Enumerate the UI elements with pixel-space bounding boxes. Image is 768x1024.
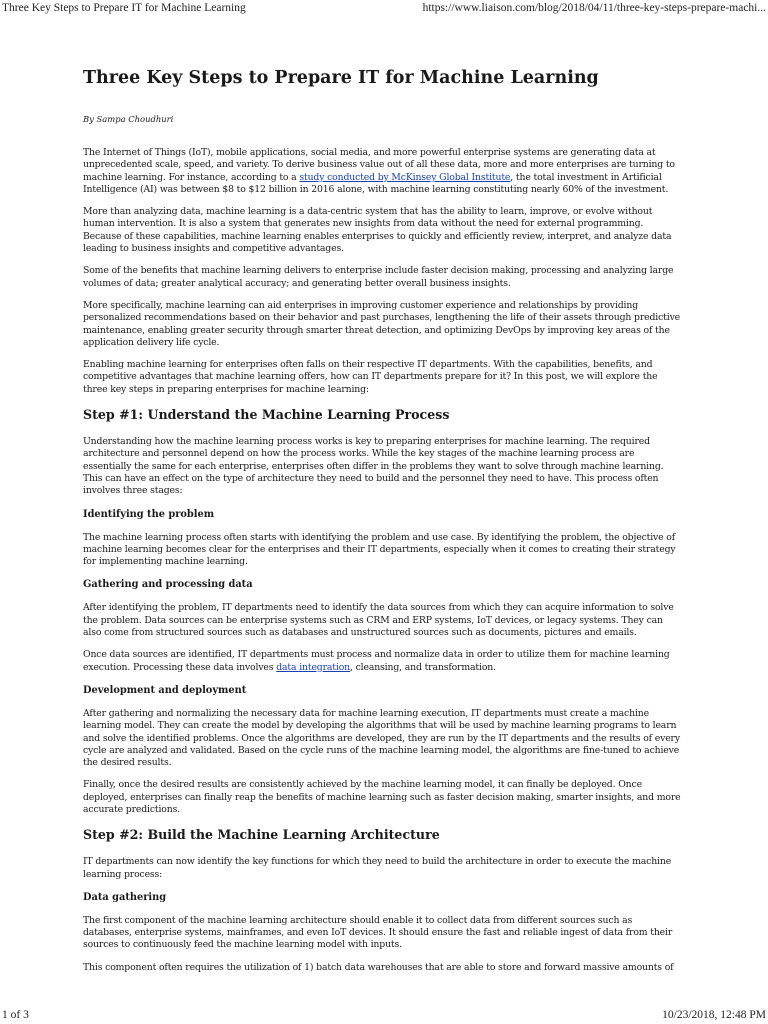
subheading-data-gathering: Data gathering xyxy=(83,891,167,903)
paragraph-intro-3: Some of the benefits that machine learning delivers to enterprise include faster decision making, processing and analyzing large volumes of data; greater analytical accuracy; and generating better overall business insights. xyxy=(83,265,674,289)
paragraph-data-gathering-2: This component often requires the utilization of 1) batch data warehouses that are able to store and forward massive amounts of xyxy=(83,961,674,973)
print-footer xyxy=(0,1006,768,1024)
text-segment: , cleansing, and transformation. xyxy=(349,661,496,673)
article-byline: By Sampa Choudhuri xyxy=(83,114,174,124)
heading-step-1: Step #1: Understand the Machine Learning Process xyxy=(83,407,450,423)
paragraph-intro-2: More than analyzing data, machine learning is a data-centric system that has the ability to learn, improve, or evolve without human intervention. It is also a system that generates new insights from data without the need for external programming. Because of these capabilities, machine learning enables enterprises to quickly and efficiently review, interpret, and analyze data leading to business insights and competitive advantages. xyxy=(83,206,672,255)
print-header-url: https://www.liaison.com/blog/2018/04/11/three-key-steps-prepare-machi... xyxy=(422,2,766,14)
paragraph-development-2: Finally, once the desired results are consistently achieved by the machine learning model, it can finally be deployed. Once deployed, enterprises can finally reap the benefits of machine learning such as faster decision making, smarter insights, and more accurate predictions. xyxy=(83,779,681,815)
mckinsey-study-link[interactable]: study conducted by McKinsey Global Institute xyxy=(299,171,511,183)
article-body xyxy=(83,66,683,978)
article-title: Three Key Steps to Prepare IT for Machine Learning xyxy=(83,68,599,88)
subheading-development-deployment: Development and deployment xyxy=(83,684,247,696)
text-segment: , the total investment in Artificial Intelligence (AI) was between $8 to $12 billion in 2016 alone, with machine learning constituting nearly 60% of the investment. xyxy=(83,171,669,195)
page-number: 1 of 3 xyxy=(2,1009,29,1021)
paragraph-data-gathering-1: The first component of the machine learning architecture should enable it to collect data from different sources such as databases, enterprise systems, mainframes, and even IoT devices. It should ensure the fast and reliable ingest of data from their sources to continuously feed the machine learning model with inputs. xyxy=(83,914,673,951)
subheading-gathering-data: Gathering and processing data xyxy=(83,579,253,591)
text-segment: The Internet of Things (IoT), mobile applications, social media, and more powerful enterprise systems are generating data at unprecedented scale, speed, and variety. To derive business value out of all these data, more and more enterprises are turning to machine learning. For instance, according to a xyxy=(83,147,675,183)
paragraph-identifying-problem: The machine learning process often starts with identifying the problem and use case. By identifying the problem, the objective of machine learning becomes clear for the enterprises and their IT departments, especially when it comes to creating their strategy for implementing machine learning. xyxy=(83,531,676,568)
paragraph-step-2: IT departments can now identify the key functions for which they need to build the architecture in order to execute the machine learning process: xyxy=(83,856,672,880)
paragraph-intro-4: More specifically, machine learning can aid enterprises in improving customer experience and relationships by providing personalized recommendations based on their behavior and past purchases, lengthening the life of their assets through predictive maintenance, enabling greater security through smarter threat detection, and optimizing DevOps by improving key areas of the application delivery life cycle. xyxy=(83,299,681,348)
print-header-title: Three Key Steps to Prepare IT for Machine Learning xyxy=(2,2,246,14)
paragraph-intro-1 xyxy=(83,147,683,196)
print-datetime: 10/23/2018, 12:48 PM xyxy=(662,1009,766,1021)
heading-step-2: Step #2: Build the Machine Learning Architecture xyxy=(83,827,440,843)
paragraph-step-1: Understanding how the machine learning process works is key to preparing enterprises for machine learning. The required architecture and personnel depend on how the process works. While the key stages of the machine learning process are essentially the same for each enterprise, enterprises often differ in the problems they want to solve through machine learning. This can have an effect on the type of architecture they need to build and the personnel they need to have. This process often involves three stages: xyxy=(83,436,664,497)
paragraph-development-1: After gathering and normalizing the necessary data for machine learning execution, IT departments must create a machine learning model. They can create the model by developing the algorithms that will be used by machine learning programs to learn and solve the identified problems. Once the algorithms are developed, they are run by the IT departments and the results of every cycle are analyzed and validated. Based on the cycle runs of the machine learning model, the algorithms are fine-tuned to achieve the desired results. xyxy=(83,707,680,769)
paragraph-gathering-data-1: After identifying the problem, IT departments need to identify the data sources from which they can acquire information to solve the problem. Data sources can be enterprise systems such as CRM and ERP systems, IoT devices, or legacy systems. They can also come from structured sources such as databases and unstructured sources such as documents, pictures and emails. xyxy=(83,602,674,639)
print-header xyxy=(0,0,768,18)
data-integration-link[interactable]: data integration xyxy=(276,661,350,673)
subheading-identifying-problem: Identifying the problem xyxy=(83,508,215,520)
paragraph-intro-5: Enabling machine learning for enterprises often falls on their respective IT departments. With the capabilities, benefits, and competitive advantages that machine learning offers, how can IT departments prepare for it? In this post, we will explore the three key steps in preparing enterprises for machine learning: xyxy=(83,359,658,395)
paragraph-gathering-data-2 xyxy=(83,649,683,674)
text-segment: Once data sources are identified, IT departments must process and normalize data in order to utilize them for machine learning execution. Processing these data involves xyxy=(83,649,670,673)
